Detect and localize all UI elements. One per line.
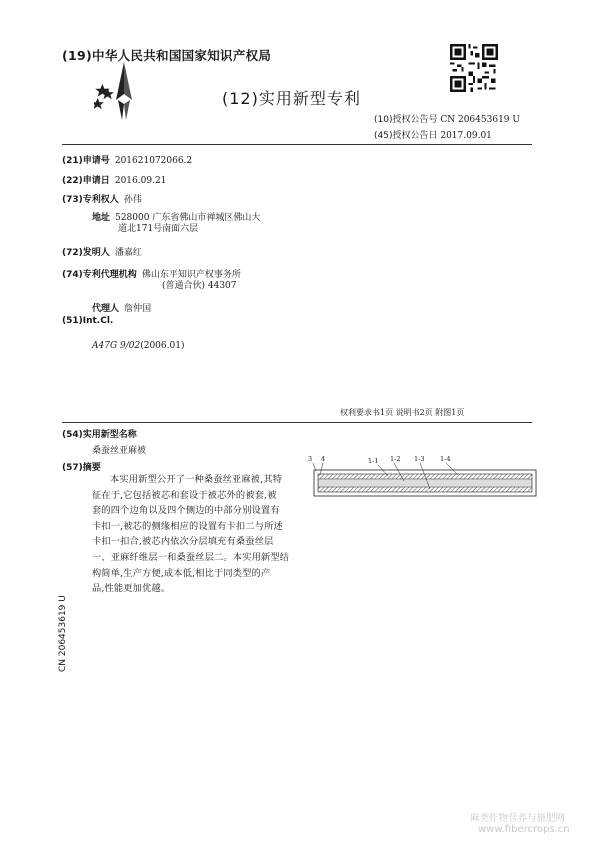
application-date-label: (22)申请日 <box>62 176 110 186</box>
abstract-line: 卡扣一,被芯的侧缘相应的设置有卡扣二与所述 <box>92 520 283 532</box>
patent-agent-label: 代理人 <box>92 304 120 314</box>
abstract-line: 征在于,它包括被芯和套设于被芯外的被套,被 <box>92 489 277 501</box>
watermark-line-1: 麻类作物营养与施肥网 <box>470 813 566 824</box>
intcl-label: (51)Int.Cl. <box>62 316 114 326</box>
watermark-line-2: www.fibercrops.cn <box>478 824 570 835</box>
figure-label-1-3: 1-3 <box>414 455 425 463</box>
address-line-2: 道北171号南面六层 <box>118 224 199 234</box>
intcl-code: A47G 9/02 <box>92 341 141 351</box>
abstract-figure <box>308 452 544 508</box>
intcl-year: (2006.01) <box>140 341 185 351</box>
publication-number-value: CN 206453619 U <box>440 115 520 125</box>
patent-emblem-icon <box>94 60 154 122</box>
figure-label-4: 4 <box>321 455 326 463</box>
abstract-line: 卡扣一扣合,被芯内依次分层填充有桑蚕丝层 <box>92 536 274 548</box>
abstract-line: 品,性能更加优越。 <box>92 583 171 595</box>
publication-date <box>374 128 492 141</box>
intcl-classification <box>92 333 184 352</box>
inventor-value: 潘嘉红 <box>114 248 142 258</box>
patent-agent <box>92 296 151 315</box>
silk-layer-2 <box>318 487 532 492</box>
application-date <box>62 168 166 187</box>
office-name: (19)中华人民共和国国家知识产权局 <box>62 48 272 63</box>
side-publication-number: CN 206453619 U <box>58 595 68 672</box>
abstract-line: 本实用新型公开了一种桑蚕丝亚麻被,其特 <box>110 474 283 485</box>
abstract-text <box>92 472 298 597</box>
utility-model-name: 桑蚕丝亚麻被 <box>92 446 147 456</box>
figure-label-1-1: 1-1 <box>368 457 379 465</box>
patent-agency-label: (74)专利代理机构 <box>62 270 137 280</box>
patent-owner-label: (73)专利权人 <box>62 195 119 205</box>
patent-owner <box>62 187 142 206</box>
section-divider <box>62 422 532 423</box>
figure-label-3: 3 <box>308 455 313 463</box>
figure-label-1-4: 1-4 <box>440 455 451 463</box>
abstract-label: (57)摘要 <box>62 463 101 473</box>
publication-number <box>374 112 520 125</box>
qr-code-icon <box>450 44 498 92</box>
address-label: 地址 <box>92 213 111 223</box>
patent-agency-line-1: 佛山东平知识产权事务所 <box>141 270 241 280</box>
abstract-line: 一、亚麻纤维层一和桑蚕丝层二。本实用新型结 <box>92 551 290 563</box>
patent-agent-value: 詹仲国 <box>124 304 152 314</box>
inventor <box>62 240 142 259</box>
figure-label-1-2: 1-2 <box>390 455 401 463</box>
abstract-line: 套的四个边角以及四个侧边的中部分别设置有 <box>92 505 280 517</box>
address-line-1: 528000 广东省佛山市禅城区佛山大 <box>115 213 261 223</box>
application-number-label: (21)申请号 <box>62 156 110 166</box>
application-number <box>62 148 192 167</box>
linen-fiber-layer <box>318 479 532 487</box>
patent-owner-value: 孙伟 <box>123 195 142 205</box>
publication-number-label: (10)授权公告号 <box>374 115 438 125</box>
header-divider <box>62 144 532 145</box>
application-date-value: 2016.09.21 <box>114 176 167 186</box>
utility-model-name-label: (54)实用新型名称 <box>62 430 137 440</box>
publication-date-value: 2017.09.01 <box>440 131 492 141</box>
patent-agency-line-2: (普通合伙) 44307 <box>162 281 237 291</box>
abstract-line: 构简单,生产方便,成本低,相比于同类型的产 <box>92 567 271 579</box>
page-count-info: 权利要求书1页 说明书2页 附图1页 <box>340 408 465 417</box>
inventor-label: (72)发明人 <box>62 248 110 258</box>
publication-date-label: (45)授权公告日 <box>374 131 438 141</box>
document-type-title: (12)实用新型专利 <box>222 89 361 108</box>
application-number-value: 201621072066.2 <box>114 156 193 166</box>
